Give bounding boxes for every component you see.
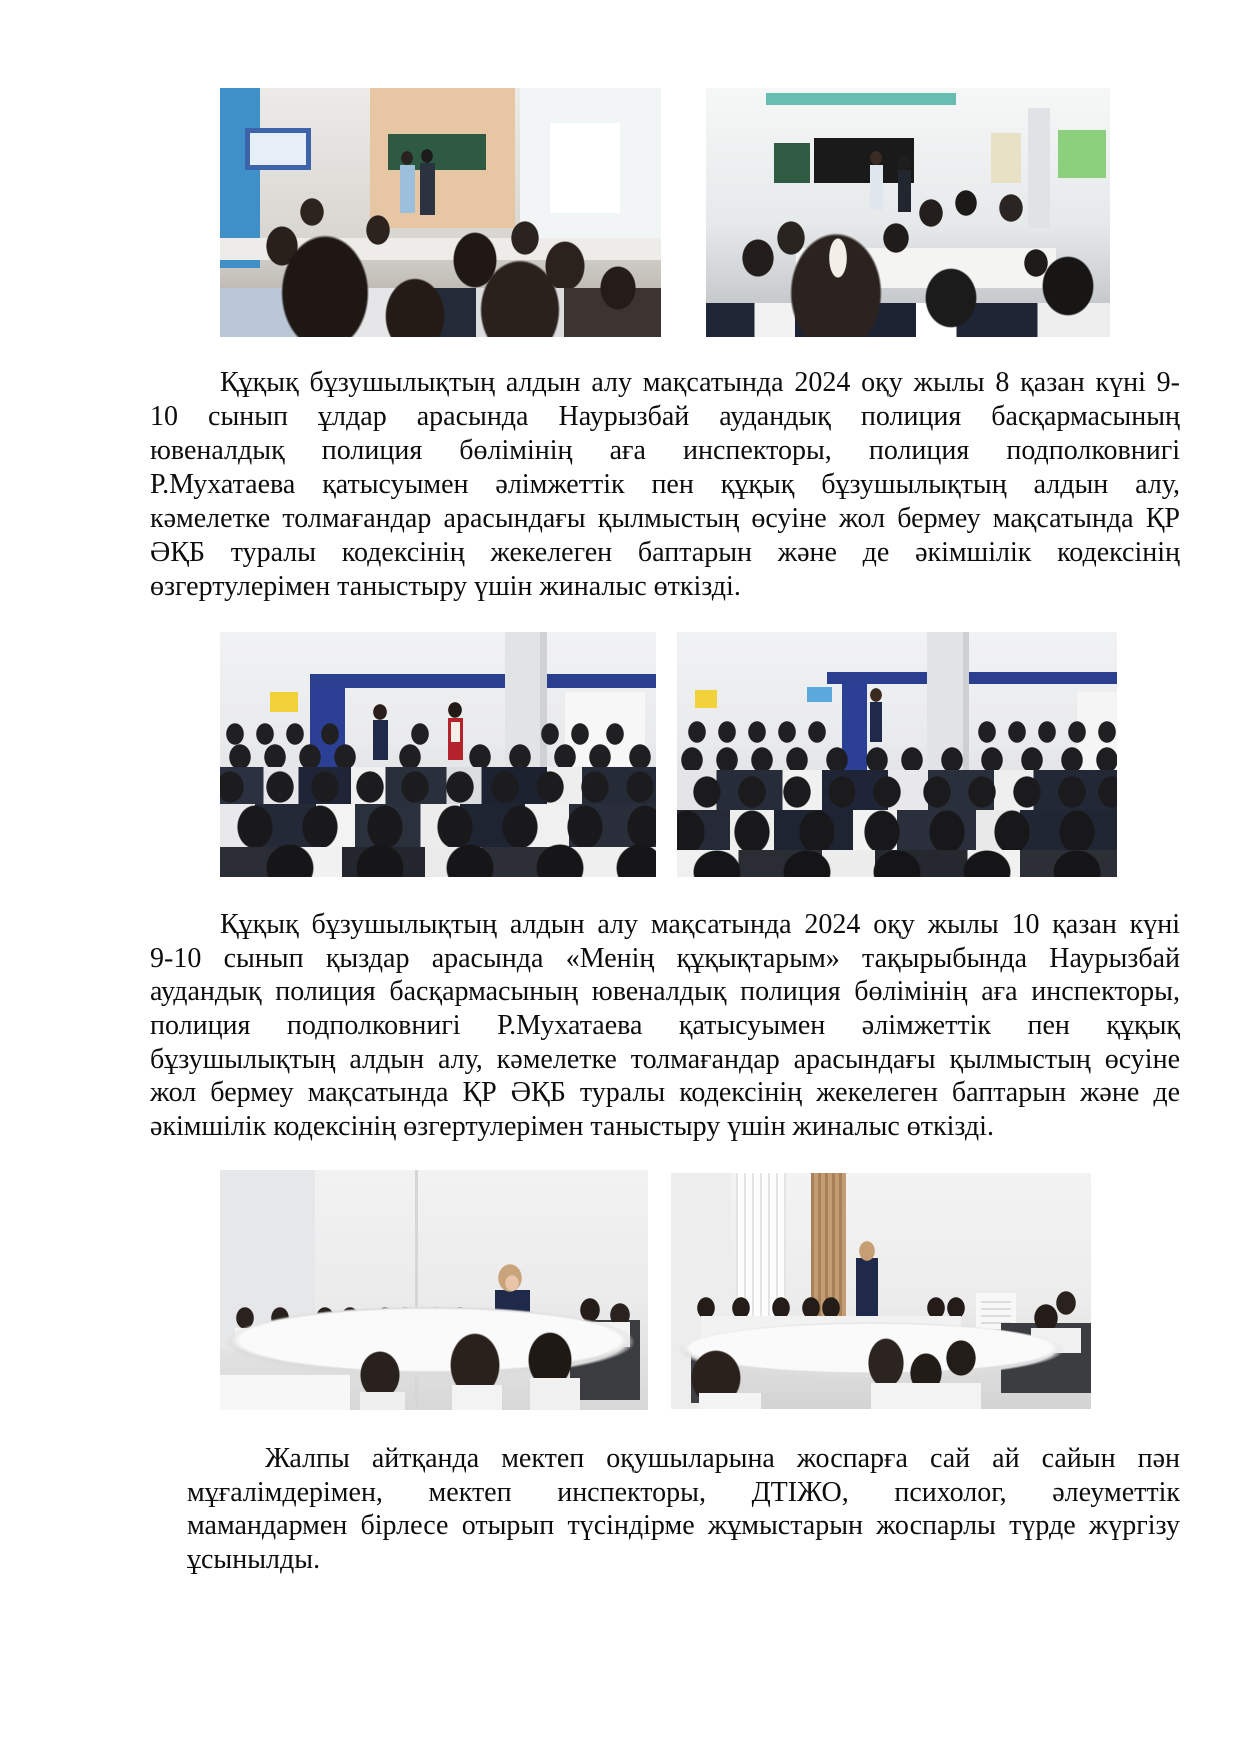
- photo-classroom-boys-meeting-left: [220, 88, 661, 337]
- text-line: кәмелетке толмағандар арасындағы қылмыстың өсуіне жол бермеу мақсатында ҚР: [150, 503, 1180, 534]
- photo-round-table-meeting-right: [671, 1173, 1091, 1409]
- text-line: полиция подполковнигі Р.Мухатаева қатысуымен әлімжеттік пен құқық: [150, 1010, 1180, 1042]
- text-line: Құқық бұзушылықтың алдын алу мақсатында 2024 оқу жылы 8 қазан күні 9-: [220, 367, 1180, 398]
- text-line: мамандармен бірлесе отырып түсіндірме жұмыстарын жоспарлы түрде жүргізу: [187, 1510, 1180, 1542]
- text-line: 9-10 сынып қыздар арасында «Менің құқықтарым» тақырыбында Наурызбай: [150, 942, 1180, 974]
- text-line: бұзушылықтың алдын алу, кәмелетке толмағандар арасындағы қылмыстың өсуіне: [150, 1043, 1180, 1075]
- text-line: әкімшілік кодексінің өзгертулерімен таныстыру үшін жиналыс өткізді.: [150, 1111, 994, 1143]
- paragraph-boys-meeting: [150, 366, 1180, 604]
- text-line: Құқық бұзушылықтың алдын алу мақсатында 2024 оқу жылы 10 қазан күні: [220, 909, 1180, 940]
- photo-auditorium-girls-meeting-left: [220, 632, 656, 877]
- paragraph-conclusion: [187, 1442, 1180, 1577]
- photo-classroom-boys-meeting-right: [706, 88, 1110, 337]
- text-line: 10 сынып ұлдар арасында Наурызбай аудандық полиция басқармасының: [150, 401, 1180, 432]
- photo-auditorium-girls-meeting-right: [677, 632, 1117, 877]
- text-line: жол бермеу мақсатында ҚР ӘҚБ туралы кодексінің жекелеген баптарын және де: [150, 1077, 1180, 1109]
- paragraph-girls-meeting: [150, 908, 1180, 1144]
- text-line: өзгертулерімен таныстыру үшін жиналыс өткізді.: [150, 571, 741, 602]
- text-line: ювеналдық полиция бөлімінің аға инспекторы, полиция подполковнигі: [150, 435, 1180, 466]
- text-line: ұсынылды.: [187, 1544, 321, 1576]
- text-line: Жалпы айтқанда мектеп оқушыларына жоспарға сай ай сайын пән: [265, 1443, 1180, 1474]
- text-line: мұғалімдерімен, мектеп инспекторы, ДТІЖО, психолог, әлеуметтік: [187, 1476, 1180, 1508]
- photo-round-table-meeting-left: [220, 1170, 648, 1410]
- text-line: Р.Мухатаева қатысуымен әлімжеттік пен құқық бұзушылықтың алдын алу,: [150, 469, 1180, 500]
- text-line: аудандық полиция басқармасының ювеналдық полиция бөлімінің аға инспекторы,: [150, 976, 1180, 1008]
- text-line: ӘҚБ туралы кодексінің жекелеген баптарын және де әкімшілік кодексінің: [150, 537, 1180, 568]
